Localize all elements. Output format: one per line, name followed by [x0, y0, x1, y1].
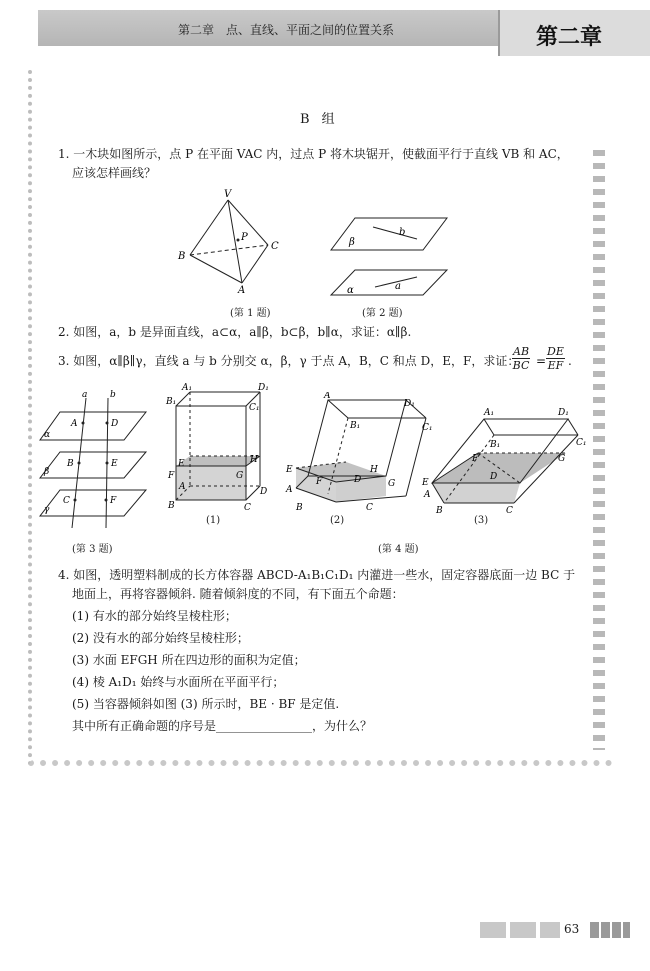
label-A1: A₁ — [182, 383, 193, 393]
label-A: A — [424, 490, 431, 500]
label-F: F — [110, 496, 117, 506]
label-alpha: α — [347, 285, 354, 296]
label-F: F — [472, 454, 479, 464]
fraction-de-ef — [546, 345, 565, 372]
period: . — [568, 354, 572, 368]
figure-1-tetrahedron — [170, 185, 290, 295]
label-A: A — [238, 285, 246, 295]
label-H: H — [370, 465, 378, 475]
label-B: B — [436, 506, 443, 516]
label-D: D — [260, 487, 268, 497]
proposition-3: (3) 水面 EFGH 所在四边形的面积为定值； — [72, 653, 306, 667]
label-D1: D₁ — [258, 383, 269, 393]
label-G: G — [558, 454, 566, 464]
problem-1-line-2: 应该怎样画线？ — [72, 166, 157, 180]
group-title: B 组 — [300, 112, 339, 127]
chapter-tab — [498, 10, 650, 56]
figure-4-1-upright — [164, 378, 274, 510]
problem-3: 3. 如图，α∥β∥γ，直线 a 与 b 分别交 α，β，γ 于点 A，B，C 和点 D，E，F，求证： — [58, 354, 520, 368]
label-B1: B₁ — [490, 440, 501, 450]
equals-sign: = — [536, 354, 547, 368]
caption-sub-3: (3) — [474, 515, 489, 526]
caption-fig-4: (第 4 题) — [378, 544, 419, 555]
label-b-line: b — [399, 227, 406, 238]
footer-decoration-dark — [590, 922, 630, 938]
fraction-num-1: AB — [513, 345, 530, 358]
label-P: P — [241, 232, 248, 243]
label-E: E — [111, 459, 118, 469]
label-B: B — [296, 503, 303, 513]
label-a-line: a — [395, 281, 401, 292]
label-D: D — [111, 419, 119, 429]
fraction-num-2: DE — [547, 345, 564, 358]
problem-4-question: 其中所有正确命题的序号是________________，为什么？ — [72, 719, 373, 733]
label-a: a — [82, 390, 88, 400]
label-V: V — [224, 189, 232, 200]
caption-sub-2: (2) — [330, 515, 345, 526]
proposition-5: (5) 当容器倾斜如图 (3) 所示时，BE · BF 是定值. — [72, 697, 340, 711]
caption-sub-1: (1) — [206, 515, 221, 526]
label-E: E — [178, 459, 185, 469]
figure-2-planes — [325, 215, 455, 300]
label-C: C — [366, 503, 373, 513]
label-B: B — [67, 459, 74, 469]
label-D1: D₁ — [404, 399, 415, 409]
label-D: D — [490, 472, 498, 482]
running-header — [38, 10, 612, 50]
label-D: D — [354, 475, 362, 485]
figure-3-parallel-planes — [38, 390, 156, 528]
label-C: C — [63, 496, 70, 506]
proposition-2: (2) 没有水的部分始终呈棱柱形； — [72, 631, 249, 645]
fraction-den-2: EF — [547, 359, 564, 372]
side-decoration — [593, 150, 605, 750]
caption-fig-3: (第 3 题) — [72, 544, 113, 555]
label-C: C — [271, 241, 279, 252]
label-F: F — [168, 471, 175, 481]
label-H: H — [250, 455, 258, 465]
label-A-bottom: A — [286, 485, 293, 495]
problem-4-line-2: 地面上，再将容器倾斜. 随着倾斜度的不同，有下面五个命题： — [72, 587, 404, 601]
proposition-1: (1) 有水的部分始终呈棱柱形； — [72, 609, 237, 623]
label-C: C — [244, 503, 251, 510]
figure-4-2-tilted — [282, 392, 432, 517]
label-C1: C₁ — [249, 403, 260, 413]
label-A1: A₁ — [484, 408, 495, 418]
label-b: b — [110, 390, 116, 400]
label-D1: D₁ — [558, 408, 569, 418]
label-G: G — [236, 471, 244, 481]
label-C: C — [506, 506, 513, 516]
label-gamma: γ — [44, 505, 50, 515]
label-beta: β — [44, 467, 50, 477]
label-B1: B₁ — [166, 397, 177, 407]
label-C1: C₁ — [576, 438, 587, 448]
problem-2: 2. 如图，a，b 是异面直线，a⊂α，a∥β，b⊂β，b∥α，求证：α∥β. — [58, 325, 412, 339]
problem-4-line-1: 4. 如图，透明塑料制成的长方体容器 ABCD-A₁B₁C₁D₁ 内灌进一些水，固定容器底面一边 BC 于 — [58, 568, 576, 582]
label-B1: B₁ — [350, 421, 361, 431]
label-beta: β — [349, 237, 355, 248]
figure-4-3-tilted — [418, 405, 593, 517]
problem-1-line-1: 1. 一木块如图所示，点 P 在平面 VAC 内，过点 P 将木块锯开，使截面平行于直线 VB 和 AC， — [58, 147, 569, 161]
label-E: E — [286, 465, 293, 475]
label-E: E — [422, 478, 429, 488]
proposition-4: (4) 棱 A₁D₁ 始终与水面所在平面平行； — [72, 675, 285, 689]
caption-fig-1: (第 1 题) — [230, 308, 271, 319]
label-B: B — [168, 501, 175, 510]
label-G: G — [388, 479, 396, 489]
caption-fig-2: (第 2 题) — [362, 308, 403, 319]
label-C1: C₁ — [422, 423, 432, 433]
label-B: B — [178, 251, 186, 262]
footer-decoration — [480, 922, 560, 938]
fraction-den-1: BC — [512, 359, 530, 372]
chapter-tab-label: 第二章 — [536, 25, 603, 50]
page-number: 63 — [564, 922, 580, 936]
label-A: A — [324, 392, 331, 401]
fraction-ab-bc — [512, 345, 530, 372]
label-alpha: α — [44, 430, 51, 440]
label-A: A — [71, 419, 78, 429]
running-title: 第二章 点、直线、平面之间的位置关系 — [178, 23, 395, 37]
label-A: A — [179, 482, 186, 492]
label-F: F — [316, 477, 323, 487]
